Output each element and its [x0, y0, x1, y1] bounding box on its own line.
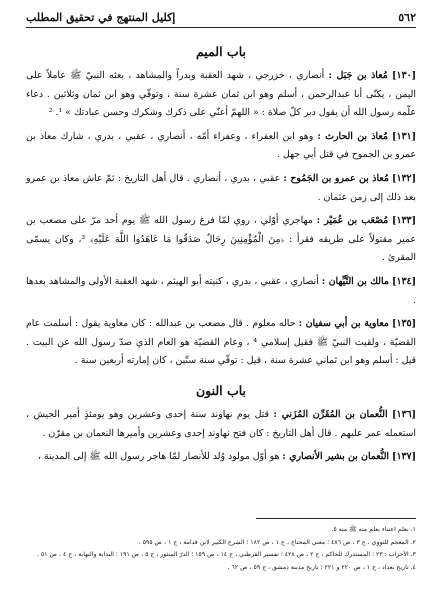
running-head — [26, 8, 416, 26]
entry-text: وهو ابن العفراء ، وعفراء أمّه ، أنصاري ، عقبي ، بدري ، شارك معاذ بن عمرو بن الجموح في قتل أبي جهل . — [26, 130, 416, 161]
footnote-4: ٤. تاريخ بغداد ، ج ١ ، ص ٢٢٠ و ٢٢١ ؛ تاريخ مدينة دمشق ، ج ٥٩ ، ص ٦٢ . — [227, 563, 416, 571]
footnote-3: ٣. الأحزاب : ٢٣ ؛ المستدرك للحاكم ، ج ٢ ، ص ٤٢٨ ؛ تفسير القرطبي ، ج ١٤ ، ص ١٥٩ ؛ الدرّ المنثور ، ج ٥ ، ص ١٩١ ؛ البداية والنهاية ، ج ٤ ، ص ٥١ . — [37, 551, 416, 558]
entry-131 — [26, 128, 416, 165]
entry-number: [١٣١] — [392, 130, 416, 142]
entry-number: [١٣٣] — [392, 215, 417, 227]
chapter-heading-nun: باب النون — [195, 382, 247, 398]
entry-text: حاله معلوم . قال مصعب بن عبدالله : كان معاوية يقول : أسلمت عام القضيّة ، ولقيت النبيّ ﷺ فقبل إسلامي ⁴ ، وعام القضيّة هو العام الذي صدّ رسول الله عن البيت . قيل : أسلم وهو ابن ثماني عشرة سنة ، قيل : توفّي سنة ستّين ، كان إمارته أربعين سنة . — [26, 318, 416, 367]
entry-number: [١٣٠] — [392, 70, 416, 81]
entry-number: [١٣٦] — [392, 408, 416, 420]
footnote-rule — [256, 518, 416, 519]
entry-name: معاوية بن أبي سفيان : — [298, 318, 389, 330]
footnote-1: ١. بعلم اعتناء بعلم منه ﷺ منه ٥. — [331, 526, 416, 533]
chapter-heading-mim: باب الميم — [195, 44, 246, 59]
entry-134 — [26, 273, 416, 310]
page-body — [26, 40, 416, 472]
footnotes — [26, 524, 416, 574]
entry-text: هو أوّل مولود وُلد للأنصار لمّا هاجر رسول الله ﷺ إلى المدينة ، — [37, 451, 280, 463]
book-title: إكليل المنتهج في تحقيق المطلب — [26, 10, 176, 24]
entry-number: [١٣٤] — [392, 275, 416, 287]
entry-135 — [26, 315, 416, 371]
footnote-2: ٢. المعجم للنووي ، ج ٣ ، ص ٤٨٦ ؛ مغني المحتاج ، ج ١ ، ص ١٨٢ ؛ الشرح الكبير لابن قدامة ، ج ١ ، ص ٥٩٥ . — [138, 538, 416, 546]
entry-name: مالك بن التَّيِّهان : — [321, 275, 389, 287]
entry-text: قتل يوم نهاوند سنة إحدى وعشرين وهو يومئذٍ أمير الجيش ، استعمله عمر عليهم . قال أهل التاريخ : كان فتح نهاوند إحدى وعشرين وأميرها النعمان بن مقرّن . — [26, 408, 416, 439]
entry-name: النُّعمان بن المُقَرِّن المُزَني : — [273, 408, 388, 420]
entry-name: النُّعمان بن بشير الأنصاري : — [282, 451, 390, 463]
entry-133 — [26, 212, 416, 268]
entry-132 — [26, 170, 416, 207]
entry-137 — [26, 448, 416, 467]
entry-name: مُصْعَب بن عُمَيْر : — [316, 215, 389, 227]
entry-name: مُعاذ بن عمرو بن الجَمُوح : — [283, 172, 389, 184]
entry-name: مُعاذ بن جَبَل : — [328, 70, 388, 81]
entry-name: مُعاذ بن الحارث : — [317, 130, 388, 142]
header-rule — [26, 27, 416, 28]
entry-number: [١٣٥] — [392, 318, 417, 330]
entry-text: عقبي ، بدري ، أنصاري . قال أهل التاريخ : ثمّ عاش معاذ بن عمرو بعد ذلك إلى زمن عثمان . — [26, 172, 416, 203]
entry-136 — [26, 406, 416, 443]
entry-number: [١٣٢] — [392, 172, 417, 184]
page-number: ٥٦٢ — [398, 10, 416, 24]
entry-text: أنصاري ، عقبي ، بدري ، كنيته أبو الهيثم ، شهد العقبة الأولى والمشاهد بعدها . — [26, 275, 416, 306]
entry-text: مهاجري أوّلي ، روي لمّا فرغ رسول الله ﷺ يوم أحد مرّ على مصعب بن عمير مقتولاً على طريقه فقرأ : ﴿مِنَ الْمُؤْمِنِينَ رِجَالٌ صَدَقُوا مَا عَاهَدُوا اللَّهَ عَلَيْهِ﴾ ³، وكان يسمّى المقرئ . — [26, 215, 416, 264]
entry-130 — [26, 67, 416, 123]
entry-text: أنصاري ، خزرجي ، شهد العقبة وبدراً والمشاهد ، بعثه النبيّ ﷺ عاملاً على اليمن ، يكنّى أبا عبدالرحمن ، أسلم وهو ابن ثمان عشرة سنة ، وتوفّي وهو ابن ثمان وثلاثين . دعاء علّمه رسول الله أن يقول دبر كلّ صلاة : « اللهمّ أعنّي على ذكرك وشكرك وحسن عبادتك » ¹. ² — [26, 70, 416, 119]
entry-number: [١٣٧] — [392, 451, 416, 463]
